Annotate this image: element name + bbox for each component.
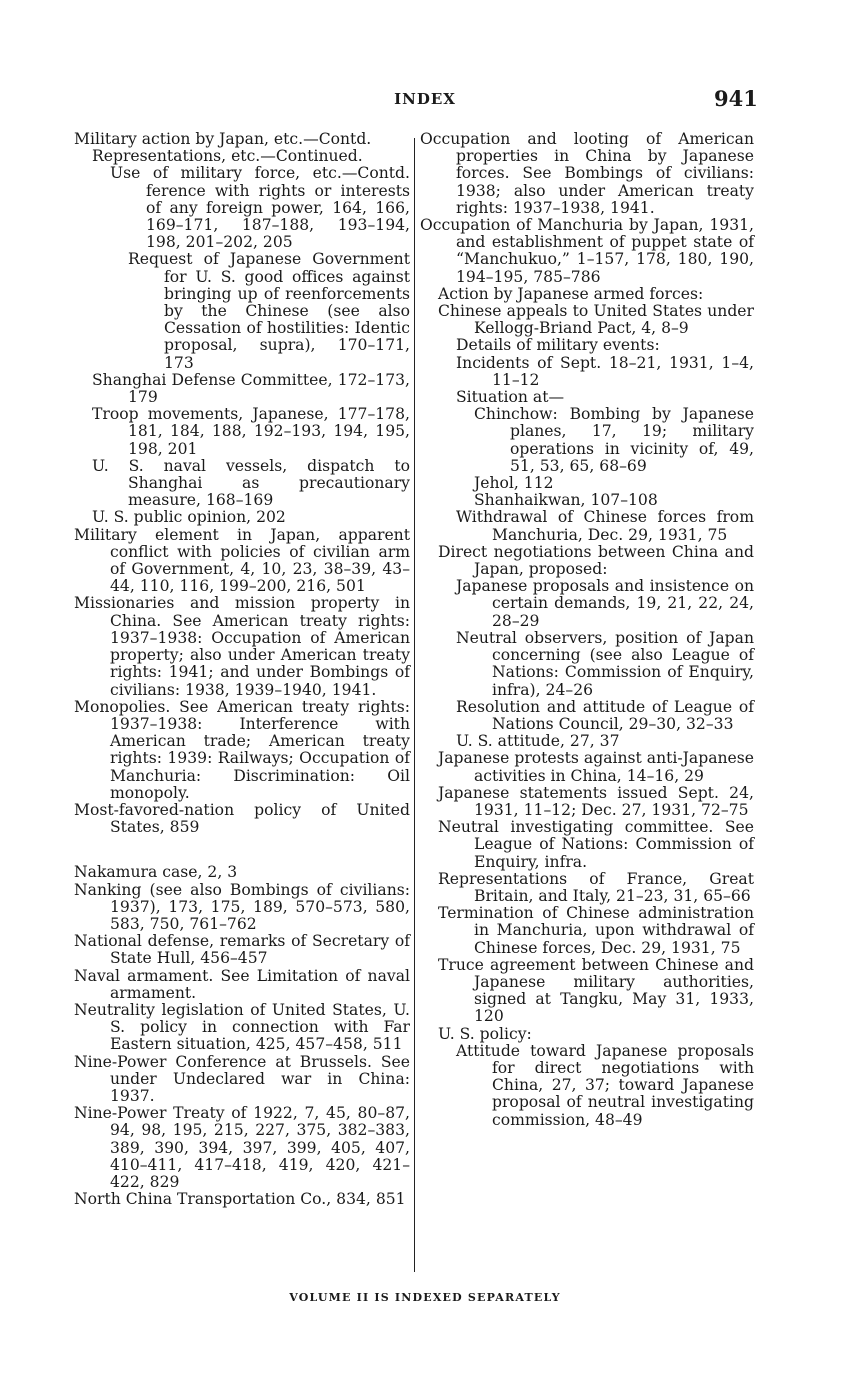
index-entry: Monopolies. See American treaty rights: 1937–1938: Interference with American trade; American treaty rights: 1939: Railways; Occupation of Manchuria: Discrimination: Oil monopoly. (74, 697, 410, 802)
page-number: 941 (714, 86, 758, 111)
index-entry: Nine-Power Conference at Brussels. See under Undeclared war in China: 1937. (74, 1052, 410, 1105)
index-entry: Truce agreement between Chinese and Japanese military authorities, signed at Tangku, May 31, 1933, 120 (438, 955, 754, 1026)
index-entry: Occupation and looting of American properties in China by Japanese forces. See Bombings of civilians: 1938; also under American treaty rights: 1937–1938, 1941. (420, 130, 754, 217)
index-entry: Incidents of Sept. 18–21, 1931, 1–4, 11–12 (456, 353, 754, 389)
right-column (420, 131, 754, 1129)
index-entry: Resolution and attitude of League of Nations Council, 29–30, 32–33 (456, 697, 754, 733)
index-entry: Nanking (see also Bombings of civilians: 1937), 173, 175, 189, 570–573, 580, 583, 750, 761–762 (74, 880, 410, 933)
index-entry: Neutral investigating committee. See League of Nations: Commission of Enquiry, infra. (438, 818, 754, 871)
index-entry: Use of military force, etc.—Contd. ference with rights or interests of any foreign power, 164, 166, 169–171, 187–188, 193–194, 198, 201–202, 205 (110, 164, 410, 252)
index-entry: U. S. attitude, 27, 37 (456, 732, 620, 751)
index-entry: Action by Japanese armed forces: (438, 284, 704, 303)
index-entry: Military action by Japan, etc.—Contd. (74, 130, 372, 148)
index-entry: Chinchow: Bombing by Japanese planes, 17, 19; military operations in vicinity of, 49, 51, 53, 65, 68–69 (474, 405, 754, 475)
index-entry: Termination of Chinese administration in Manchuria, upon withdrawal of Chinese forces, Dec. 29, 1931, 75 (438, 904, 754, 957)
index-entry: Japanese protests against anti-Japanese activities in China, 14–16, 29 (438, 749, 754, 785)
index-entry: Naval armament. See Limitation of naval armament. (74, 966, 410, 1002)
index-entry: Shanghai Defense Committee, 172–173, 179 (92, 370, 410, 407)
running-head: INDEX (394, 90, 456, 108)
index-entry: Situation at— (456, 388, 565, 407)
index-entry: Neutrality legislation of United States, U. S. policy in connection with Far Eastern situation, 425, 457–458, 511 (74, 1000, 410, 1054)
index-entry: Most-favored-nation policy of United States, 859 (74, 800, 410, 837)
footer-note: VOLUME II IS INDEXED SEPARATELY (289, 1291, 561, 1304)
index-entry: Attitude toward Japanese proposals for direct negotiations with China, 27, 37; toward Japanese proposal of neutral investigating commission, 48–49 (456, 1041, 754, 1129)
index-entry: Representations, etc.—Continued. (92, 147, 363, 166)
index-entry: Direct negotiations between China and Japan, proposed: (438, 542, 754, 579)
left-column (74, 131, 410, 1208)
index-entry: Nine-Power Treaty of 1922, 7, 45, 80–87, 94, 98, 195, 215, 227, 375, 382–383, 389, 390, 394, 397, 399, 405, 407, 410–411, 417–418, 419, 420, 421–422, 829 (74, 1104, 410, 1191)
index-entry: Details of military events: (456, 336, 660, 355)
index-entry: Japanese statements issued Sept. 24, 1931, 11–12; Dec. 27, 1931, 72–75 (438, 783, 754, 819)
index-entry: Request of Japanese Government for U. S. good offices against bringing up of reenforcements by the Chinese (see also Cessation of hostilities: Identic proposal, supra), 170–171, 173 (128, 250, 410, 372)
index-entry: Representations of France, Great Britain, and Italy, 21–23, 31, 65–66 (438, 869, 754, 905)
index-entry: Chinese appeals to United States under Kellogg-Briand Pact, 4, 8–9 (438, 302, 754, 338)
index-entry: U. S. policy: (438, 1024, 532, 1043)
index-entry: Jehol, 112 (474, 474, 554, 493)
index-entry: National defense, remarks of Secretary of State Hull, 456–457 (74, 932, 410, 968)
index-entry: Military element in Japan, apparent conflict with policies of civilian arm of Government, 4, 10, 23, 38–39, 43–44, 110, 116, 199–200, 216, 501 (74, 525, 410, 596)
index-entry: Shanhaikwan, 107–108 (474, 491, 658, 510)
index-entry: Missionaries and mission property in China. See American treaty rights: 1937–1938: Occupation of American property; also under American treaty rights: 1941; and under Bombings of civilians: 1938, 1939–1940, 1941. (74, 594, 410, 699)
index-entry: U. S. naval vessels, dispatch to Shanghai as precautionary measure, 168–169 (92, 456, 410, 510)
index-entry: Neutral observers, position of Japan concerning (see also League of Nations: Commission of Enquiry, infra), 24–26 (456, 628, 754, 699)
index-entry: Troop movements, Japanese, 177–178, 181, 184, 188, 192–193, 194, 195, 198, 201 (92, 405, 410, 458)
index-entry: Occupation of Manchuria by Japan, 1931, and establishment of puppet state of “Manchukuo,” 1–157, 178, 180, 190, 194–195, 785–786 (420, 216, 754, 286)
index-entry: North China Transportation Co., 834, 851 (74, 1190, 406, 1209)
index-entry: Japanese proposals and insistence on certain demands, 19, 21, 22, 24, 28–29 (456, 577, 754, 630)
index-entry: Withdrawal of Chinese forces from Manchuria, Dec. 29, 1931, 75 (456, 508, 754, 544)
column-divider (414, 138, 415, 1272)
index-entry: Nakamura case, 2, 3 (74, 863, 238, 882)
index-entry: U. S. public opinion, 202 (92, 508, 286, 527)
